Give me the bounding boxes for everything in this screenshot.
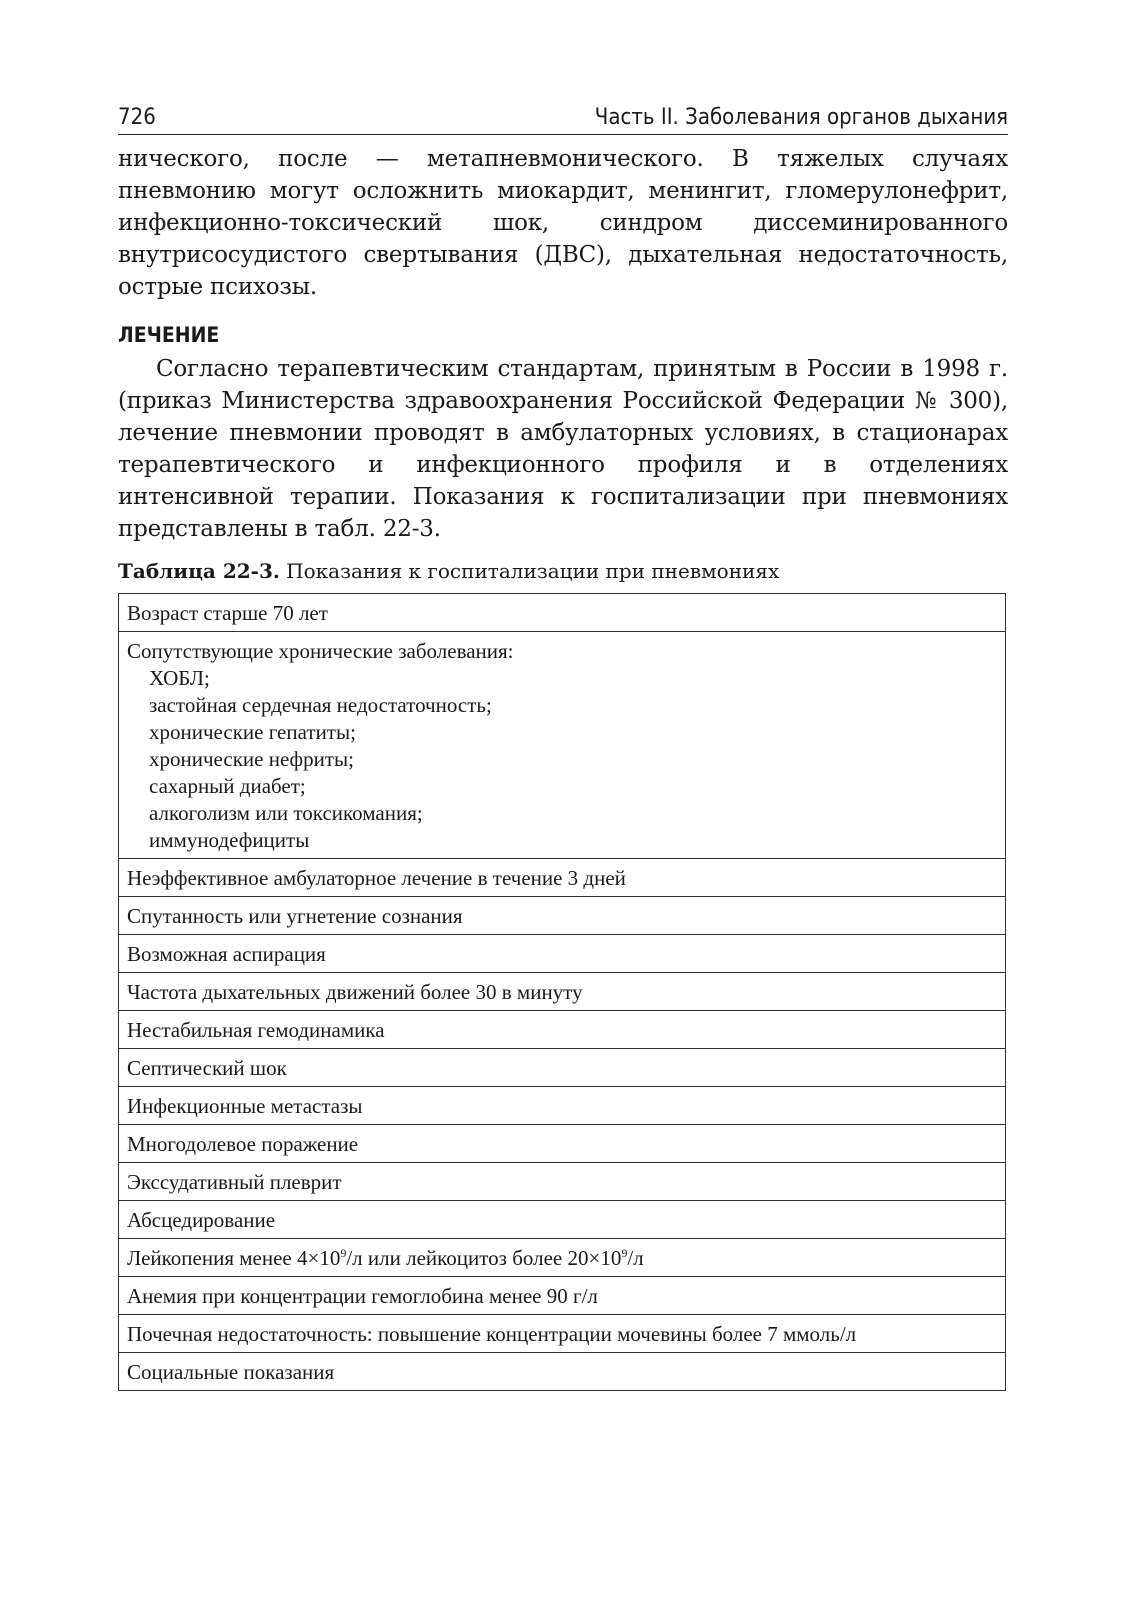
list-item: застойная сердечная недостаточность; xyxy=(149,693,492,717)
table-row xyxy=(119,1201,1006,1239)
table-cell: Многодолевое поражение xyxy=(119,1125,1006,1163)
intro-paragraph: нического, после — метапневмонического. В тяжелых случаях пневмонию могут осложнить миокардит, менингит, гломерулонефрит, инфекционно-токсический шок, синдром диссеминированного внутрисосудистого свертывания (ДВС), дыхательная недостаточность, острые психозы. xyxy=(118,146,1008,300)
table-row xyxy=(119,897,1006,935)
table-cell: Абсцедирование xyxy=(119,1201,1006,1239)
table-caption-text: Показания к госпитализации при пневмониях xyxy=(279,559,780,583)
table-row xyxy=(119,935,1006,973)
table-caption-label: Таблица 22-3. xyxy=(118,559,280,583)
table-cell-comorbid xyxy=(119,632,1006,859)
leuko-part3: /л xyxy=(627,1246,644,1270)
leuko-exp1: 9 xyxy=(340,1246,347,1260)
header-rule xyxy=(118,134,1008,135)
table-cell: Возраст старше 70 лет xyxy=(119,594,1006,632)
table-cell: Нестабильная гемодинамика xyxy=(119,1011,1006,1049)
page xyxy=(118,105,1008,1391)
table-cell-leuko xyxy=(119,1239,1006,1277)
table-row xyxy=(119,1353,1006,1391)
table-cell: Инфекционные метастазы xyxy=(119,1087,1006,1125)
leuko-part1: Лейкопения менее 4×10 xyxy=(127,1246,341,1270)
leuko-part2: /л или лейкоцитоз более 20×10 xyxy=(346,1246,622,1270)
table-row xyxy=(119,1277,1006,1315)
table-row xyxy=(119,973,1006,1011)
table-row xyxy=(119,1125,1006,1163)
table-cell: Неэффективное амбулаторное лечение в течение 3 дней xyxy=(119,859,1006,897)
table-row xyxy=(119,632,1006,859)
table-row xyxy=(119,594,1006,632)
section-heading: ЛЕЧЕНИЕ xyxy=(118,323,220,347)
table-row xyxy=(119,1087,1006,1125)
table-cell: Возможная аспирация xyxy=(119,935,1006,973)
section-paragraph: Согласно терапевтическим стандартам, принятым в России в 1998 г. (приказ Министерства здравоохранения Российской Федерации № 300), лечение пневмонии проводят в амбулаторных условиях, в стационарах терапевтического и инфекционного профиля и в отделениях интенсивной терапии. Показания к госпитализации при пневмониях представлены в табл. 22-3. xyxy=(118,356,1008,542)
table-cell: Экссудативный плеврит xyxy=(119,1163,1006,1201)
comorbid-title: Сопутствующие хронические заболевания: xyxy=(127,639,514,663)
table-row xyxy=(119,1011,1006,1049)
table-cell: Спутанность или угнетение сознания xyxy=(119,897,1006,935)
list-item: хронические нефриты; xyxy=(149,747,354,771)
table-cell: Анемия при концентрации гемоглобина менее 90 г/л xyxy=(119,1277,1006,1315)
table-row xyxy=(119,1163,1006,1201)
table-row xyxy=(119,1315,1006,1353)
leuko-exp2: 9 xyxy=(621,1246,628,1260)
table-row xyxy=(119,1049,1006,1087)
table-cell: Септический шок xyxy=(119,1049,1006,1087)
table-row xyxy=(119,1239,1006,1277)
indications-table xyxy=(118,593,1006,1391)
table-caption xyxy=(118,559,1008,583)
page-number: 726 xyxy=(118,105,156,130)
running-title: Часть II. Заболевания органов дыхания xyxy=(594,105,1009,130)
table-cell: Почечная недостаточность: повышение концентрации мочевины более 7 ммоль/л xyxy=(119,1315,1006,1353)
list-item: хронические гепатиты; xyxy=(149,720,356,744)
list-item: ХОБЛ; xyxy=(149,666,210,690)
table-cell: Частота дыхательных движений более 30 в минуту xyxy=(119,973,1006,1011)
list-item: алкоголизм или токсикомания; xyxy=(149,801,423,825)
list-item: иммунодефициты xyxy=(149,828,310,852)
table-row xyxy=(119,859,1006,897)
running-head xyxy=(118,105,1008,134)
table-cell: Социальные показания xyxy=(119,1353,1006,1391)
list-item: сахарный диабет; xyxy=(149,774,306,798)
